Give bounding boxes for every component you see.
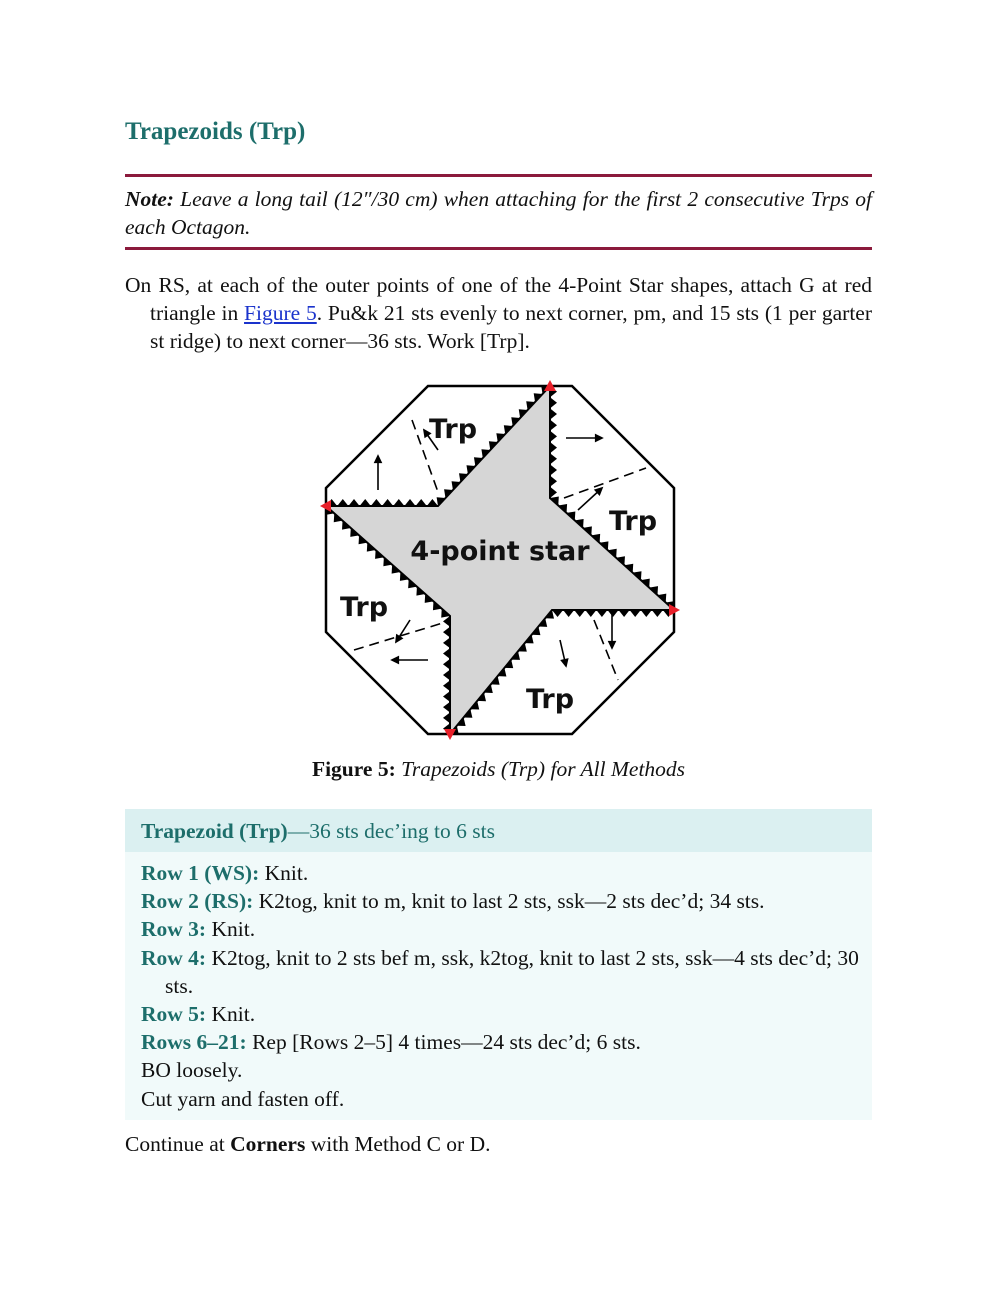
pattern-row-text: Rep [Rows 2–5] 4 times—24 sts dec’d; 6 sts. [246,1030,641,1055]
diagram-svg [320,380,680,740]
pattern-row [141,1000,860,1028]
trp-label-bottom: Trp [525,684,575,715]
pattern-row [141,1028,860,1056]
pattern-row-text: Knit. [259,861,309,885]
pattern-row-label: Row 4: [141,945,207,970]
intro-text-after: . Pu&k 21 sts evenly to next corner, pm, and 15 sts (1 per garter st ridge) to next corner—36 sts. Work [Trp]. [150,301,872,353]
outro-paragraph [125,1132,490,1157]
note-text: Leave a long tail (12″/30 cm) when attaching for the first 2 consecutive Trps of each Octagon. [125,187,872,239]
pattern-row [141,1056,860,1084]
pattern-box-title: Trapezoid (Trp) [141,819,288,843]
trp-label-right: Trp [608,506,658,537]
trp-label-top: Trp [428,414,478,445]
pattern-box-header [125,809,872,852]
note-label: Note: [125,187,174,211]
intro-text-before: On RS, at each of the outer points of one of the 4-Point Star shapes, attach G at red triangle in [125,273,872,325]
section-title: Trapezoids (Trp) [125,118,306,145]
pattern-row-text: Knit. [206,1002,256,1027]
pattern-row-text: Cut yarn and fasten off. [141,1086,345,1111]
pattern-row-label: Row 5: [141,1002,207,1027]
pattern-row [141,915,860,943]
figure-5-link[interactable]: Figure 5 [244,301,317,325]
pattern-row-text: K2tog, knit to m, knit to last 2 sts, ssk—2 sts dec’d; 34 sts. [253,889,765,914]
trapezoid-diagram [320,380,680,740]
pattern-row-text: K2tog, knit to 2 sts bef m, ssk, k2tog, knit to last 2 sts, ssk—4 sts dec’d; 30 sts. [165,945,859,998]
pattern-row [141,944,860,1000]
pattern-row-label: Row 3: [141,917,207,942]
caption-text: Trapezoids (Trp) for All Methods [401,757,686,781]
pattern-row-text: Knit. [206,917,256,942]
star-label: 4-point star [410,536,590,567]
pattern-box [125,809,872,1120]
outro-corners-link: Corners [230,1132,306,1156]
caption-label: Figure 5: [311,757,396,781]
intro-paragraph [125,271,872,355]
pattern-row-label: Row 1 (WS): [141,861,260,885]
pattern-row [141,1085,860,1113]
trp-label-left: Trp [339,592,389,623]
note-box [125,174,872,250]
outro-after: with Method C or D. [305,1132,491,1156]
pattern-row-label: Rows 6–21: [141,1030,247,1055]
pattern-rows [125,852,872,1113]
pattern-box-subtitle: —36 sts dec’ing to 6 sts [287,819,495,843]
pattern-row-label: Row 2 (RS): [141,889,254,914]
pattern-row [141,859,860,887]
figure-caption [125,757,872,782]
pattern-row-text: BO loosely. [141,1058,243,1083]
pattern-row [141,887,860,915]
outro-before: Continue at [125,1132,231,1156]
